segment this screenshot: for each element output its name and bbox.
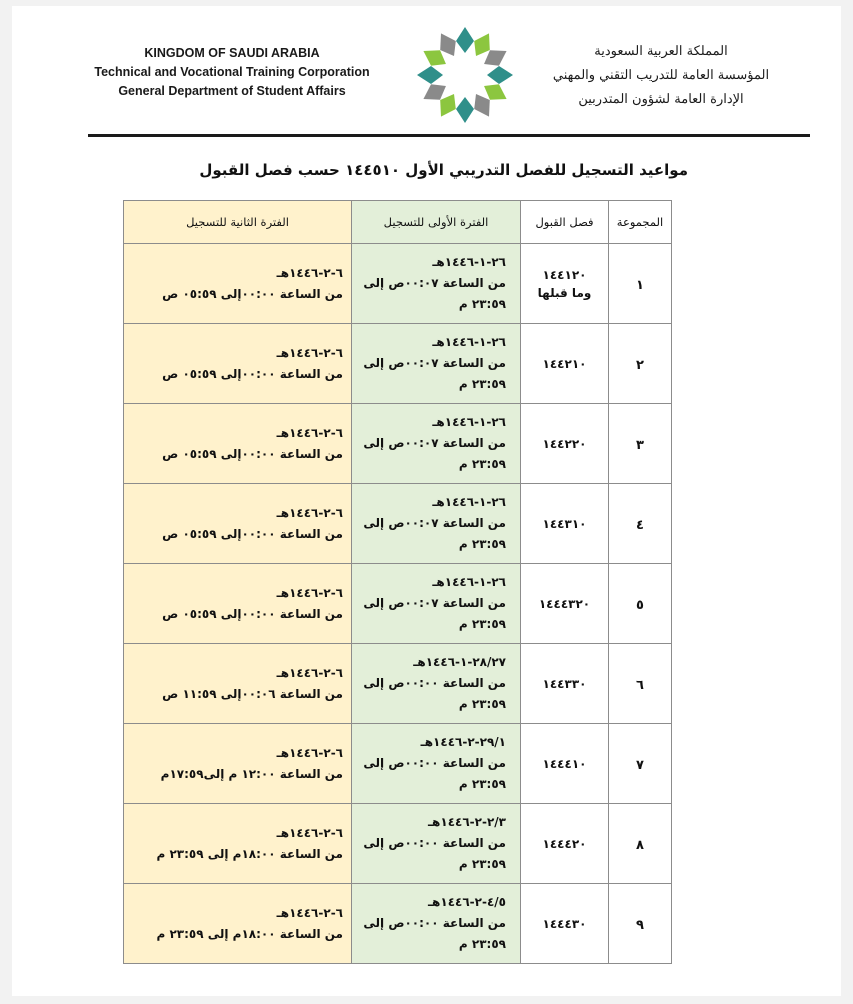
page-title: مواعيد التسجيل للفصل التدريبي الأول ١٤٤٥١٠ حسب فصل القبول — [199, 161, 688, 179]
table-row — [124, 484, 672, 564]
period-2-cell — [124, 644, 352, 724]
group-number: ١ — [636, 278, 644, 293]
admission-term-line: ١٤٤٤٣٢٠ — [538, 596, 591, 611]
period-1-line: من الساعة ٠٠:٠٠ص إلى — [363, 836, 506, 850]
admission-cell — [521, 884, 609, 964]
period-2-line: من الساعة ٠٠:٠٠إلى ٠٥:٥٩ ص — [162, 606, 343, 621]
period-2-cell — [124, 884, 352, 964]
period-2-line: ٦-٢-١٤٤٦هـ — [276, 505, 343, 520]
period-2-line: ٦-٢-١٤٤٦هـ — [276, 825, 343, 840]
arabic-header — [541, 40, 781, 112]
period-1-line: ٢٣:٥٩ م — [458, 617, 506, 631]
group-cell — [609, 324, 672, 404]
period-2-line: ٦-٢-١٤٤٦هـ — [276, 745, 343, 760]
period-1-line: من الساعة ٠٠:٠٠ص إلى — [363, 916, 506, 930]
period-1-line: ٢٣:٥٩ م — [458, 377, 506, 391]
period-1-line: ٢٣:٥٩ م — [458, 777, 506, 791]
period-2-line: ٦-٢-١٤٤٦هـ — [276, 345, 343, 360]
period-1-line: ٢٦-١-١٤٤٦هـ — [432, 255, 506, 269]
group-cell — [609, 404, 672, 484]
period-1-line: ٢٩/١-٢-١٤٤٦هـ — [420, 735, 506, 749]
admission-cell — [521, 724, 609, 804]
period-2-line: ٦-٢-١٤٤٦هـ — [276, 265, 343, 280]
admission-cell — [521, 804, 609, 884]
group-cell — [609, 484, 672, 564]
period-2-cell — [124, 804, 352, 884]
admission-cell — [521, 564, 609, 644]
period-2-cell — [124, 324, 352, 404]
period-2-line: من الساعة ١٨:٠٠م إلى ٢٣:٥٩ م — [156, 846, 343, 861]
period-1-line: ٢٣:٥٩ م — [458, 697, 506, 711]
period-1-line: من الساعة ٠٠:٠٠ص إلى — [363, 676, 506, 690]
admission-cell — [521, 644, 609, 724]
table-row — [124, 644, 672, 724]
admission-term-line: ١٤٤٤٢٠ — [542, 836, 587, 851]
period-1-cell — [352, 884, 521, 964]
period-2-line: من الساعة ٠٠:٠٠إلى ٠٥:٥٩ ص — [162, 366, 343, 381]
group-number: ٥ — [636, 598, 644, 613]
admission-cell — [521, 484, 609, 564]
header-ar-line-2: المؤسسة العامة للتدريب التقني والمهني — [552, 68, 770, 83]
group-number: ٧ — [636, 758, 644, 773]
period-1-line: من الساعة ٠٠:٠٧ص إلى — [363, 596, 506, 610]
period-1-line: ٢٦-١-١٤٤٦هـ — [432, 335, 506, 349]
period-2-line: ٦-٢-١٤٤٦هـ — [276, 425, 343, 440]
group-number: ٦ — [636, 678, 644, 693]
period-2-cell — [124, 244, 352, 324]
header-period-1: الفترة الأولى للتسجيل — [352, 201, 521, 244]
group-number: ٣ — [636, 438, 644, 453]
period-1-line: ٢٦-١-١٤٤٦هـ — [432, 575, 506, 589]
admission-term-line: ١٤٤٤١٠ — [542, 756, 587, 771]
header-ar-line-1: المملكة العربية السعودية — [594, 44, 728, 59]
admission-term-line: ١٤٤٣١٠ — [542, 516, 587, 531]
period-1-line: من الساعة ٠٠:٠٠ص إلى — [363, 756, 506, 770]
period-1-line: ٢٣:٥٩ م — [458, 937, 506, 951]
admission-term-line: ١٤٤١٢٠ — [542, 267, 587, 282]
group-cell — [609, 724, 672, 804]
admission-cell — [521, 244, 609, 324]
group-number: ٨ — [636, 838, 644, 853]
header-en-line-3: General Department of Student Affairs — [118, 84, 346, 98]
period-1-line: ٢٣:٥٩ م — [458, 297, 506, 311]
period-2-line: من الساعة ٠٠:٠٠إلى ٠٥:٥٩ ص — [162, 446, 343, 461]
period-2-line: من الساعة ١٨:٠٠م إلى ٢٣:٥٩ م — [156, 926, 343, 941]
period-2-line: ٦-٢-١٤٤٦هـ — [276, 665, 343, 680]
table-row — [124, 884, 672, 964]
period-2-line: من الساعة ٠٠:٠٦إلى ١١:٥٩ ص — [162, 686, 343, 701]
period-2-cell — [124, 484, 352, 564]
period-2-line: من الساعة ١٢:٠٠ م إلى١٧:٥٩م — [160, 766, 343, 781]
admission-term-line: ١٤٤٢٢٠ — [542, 436, 587, 451]
period-2-line: من الساعة ٠٠:٠٠إلى ٠٥:٥٩ ص — [162, 526, 343, 541]
header-period-2: الفترة الثانية للتسجيل — [124, 201, 352, 244]
tvtc-star-logo-icon — [410, 20, 520, 136]
period-1-line: ٢٣:٥٩ م — [458, 857, 506, 871]
period-1-cell — [352, 324, 521, 404]
period-2-cell — [124, 564, 352, 644]
group-number: ٩ — [636, 918, 644, 933]
admission-term-line: ١٤٤٢١٠ — [542, 356, 587, 371]
table-row — [124, 244, 672, 324]
table-header-row — [124, 201, 672, 244]
period-2-cell — [124, 404, 352, 484]
period-1-line: ٢/٣-٢-١٤٤٦هـ — [427, 815, 506, 829]
period-1-cell — [352, 644, 521, 724]
group-cell — [609, 244, 672, 324]
group-number: ٤ — [636, 518, 644, 533]
document-page — [12, 6, 841, 996]
period-2-line: ٦-٢-١٤٤٦هـ — [276, 905, 343, 920]
period-2-line: من الساعة ٠٠:٠٠إلى ٠٥:٥٩ ص — [162, 286, 343, 301]
group-cell — [609, 564, 672, 644]
period-1-cell — [352, 404, 521, 484]
period-1-line: من الساعة ٠٠:٠٧ص إلى — [363, 436, 506, 450]
header-group: المجموعة — [609, 201, 672, 244]
table-row — [124, 724, 672, 804]
table-row — [124, 324, 672, 404]
period-1-line: من الساعة ٠٠:٠٧ص إلى — [363, 276, 506, 290]
header-en-line-1: KINGDOM OF SAUDI ARABIA — [144, 46, 320, 60]
english-header — [72, 44, 392, 101]
group-cell — [609, 644, 672, 724]
admission-term-line: ١٤٤٣٣٠ — [542, 676, 587, 691]
period-2-line: ٦-٢-١٤٤٦هـ — [276, 585, 343, 600]
period-1-line: من الساعة ٠٠:٠٧ص إلى — [363, 356, 506, 370]
header-divider — [88, 134, 810, 137]
period-1-cell — [352, 724, 521, 804]
period-1-cell — [352, 804, 521, 884]
period-1-cell — [352, 244, 521, 324]
header-en-line-2: Technical and Vocational Training Corporation — [94, 65, 370, 79]
period-1-line: ٢٣:٥٩ م — [458, 457, 506, 471]
period-1-line: ٢٦-١-١٤٤٦هـ — [432, 415, 506, 429]
period-1-line: ٢٣:٥٩ م — [458, 537, 506, 551]
period-1-line: ٢٦-١-١٤٤٦هـ — [432, 495, 506, 509]
period-1-line: ٤/٥-٢-١٤٤٦هـ — [427, 895, 506, 909]
period-1-line: من الساعة ٠٠:٠٧ص إلى — [363, 516, 506, 530]
period-2-cell — [124, 724, 352, 804]
period-1-cell — [352, 484, 521, 564]
group-cell — [609, 804, 672, 884]
period-1-cell — [352, 564, 521, 644]
admission-term-line: وما قبلها — [537, 285, 592, 300]
table-row — [124, 404, 672, 484]
header-ar-line-3: الإدارة العامة لشؤون المتدربين — [578, 92, 744, 107]
table-row — [124, 564, 672, 644]
group-cell — [609, 884, 672, 964]
admission-cell — [521, 404, 609, 484]
admission-term-line: ١٤٤٤٣٠ — [542, 916, 587, 931]
table-row — [124, 804, 672, 884]
admission-cell — [521, 324, 609, 404]
registration-schedule-table — [123, 200, 672, 964]
header-admission: فصل القبول — [521, 201, 609, 244]
period-1-line: ٢٨/٢٧-١-١٤٤٦هـ — [413, 655, 506, 669]
group-number: ٢ — [636, 358, 644, 373]
